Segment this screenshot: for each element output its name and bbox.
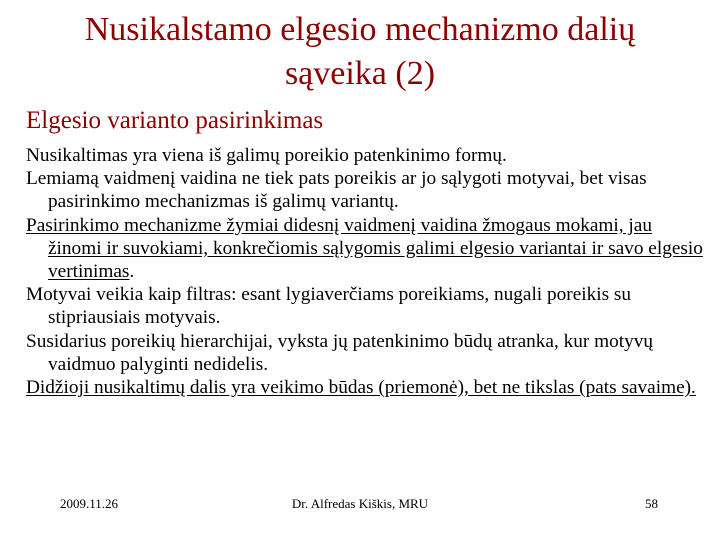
paragraph-2: Lemiamą vaidmenį vaidina ne tiek pats poreikis ar jo sąlygoti motyvai, bet visas pasirinkimo mechanizmas iš galimų variantų. (26, 168, 647, 213)
paragraph-1: Nusikaltimas yra viena iš galimų poreikio patenkinimo formų. (26, 145, 507, 166)
slide-subtitle: Elgesio varianto pasirinkimas (26, 107, 324, 134)
paragraph-5: Susidarius poreikių hierarchijai, vyksta jų patenkinimo būdų atranka, kur motyvų vaidmuo palyginti nedidelis. (26, 330, 654, 375)
paragraph-6 (26, 376, 706, 399)
slide-title (30, 8, 690, 96)
footer-date: 2009.11.26 (60, 496, 119, 511)
paragraph-6-underlined: Didžioji nusikaltimų dalis yra veikimo būdas (priemonė), bet ne tikslas (pats savaime). (26, 377, 696, 399)
body-text (26, 144, 706, 399)
paragraph-3 (26, 214, 706, 284)
footer-page-number: 58 (645, 496, 658, 511)
paragraph-3-period: . (129, 261, 135, 283)
slide-title-line2: sąveika (2) (284, 55, 436, 92)
paragraph-4: Motyvai veikia kaip filtras: esant lygiaverčiams poreikiams, nugali poreikis su stipriausiais motyvais. (26, 284, 632, 329)
paragraph-3-underlined: Pasirinkimo mechanizme žymiai didesnį vaidmenį vaidina žmogaus mokami, jau žinomi ir suvokiami, konkrečiomis sąlygomis galimi elgesio variantai ir savo elgesio vertinimas (26, 214, 703, 283)
footer-author: Dr. Alfredas Kiškis, MRU (291, 496, 429, 511)
slide-title-line1: Nusikalstamo elgesio mechanizmo dalių (84, 11, 636, 48)
